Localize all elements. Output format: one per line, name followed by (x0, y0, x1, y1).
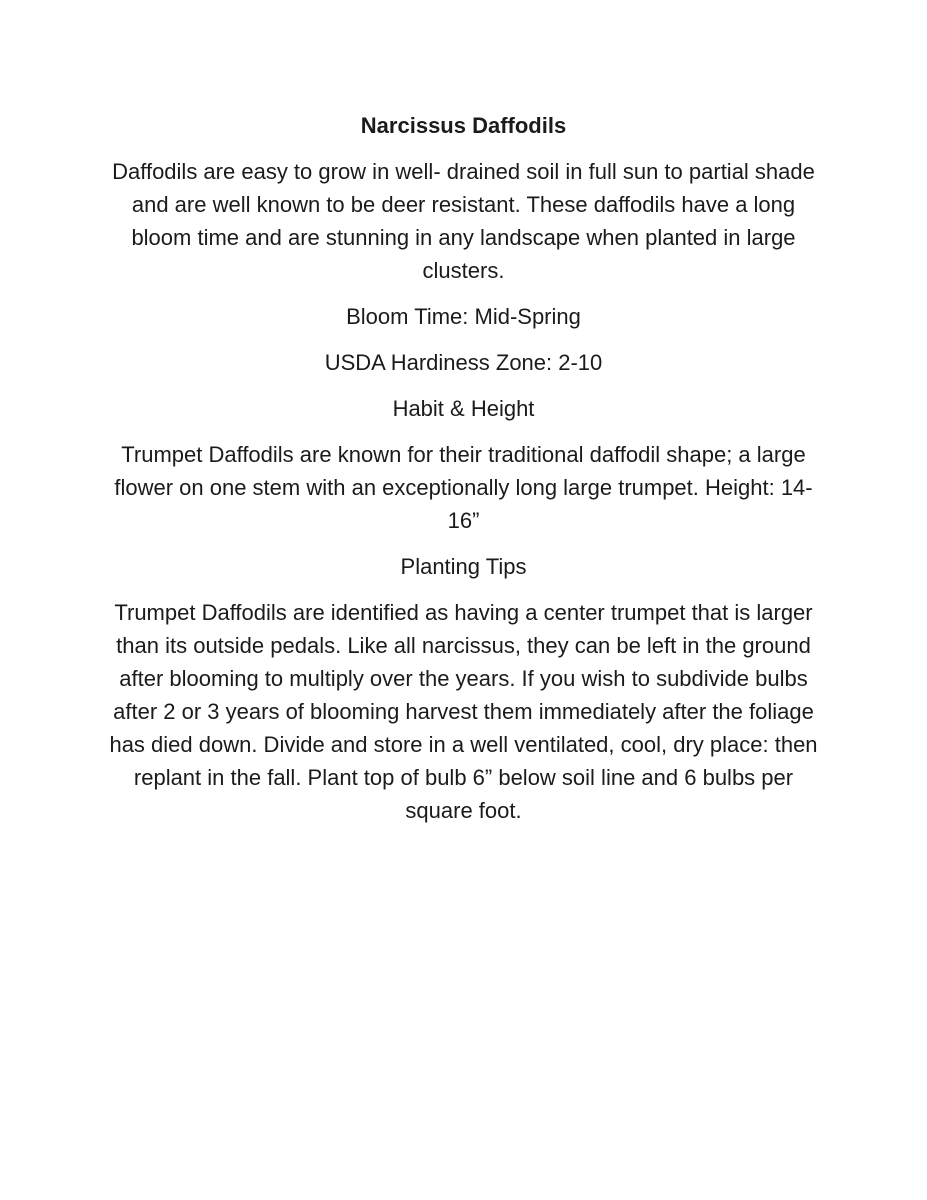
intro-paragraph: Daffodils are easy to grow in well- drained soil in full sun to partial shade and are well known to be deer resistant. These daffodils have a long bloom time and are stunning in any landscape when planted in large clusters. (112, 159, 815, 283)
habit-height-heading: Habit & Height (392, 396, 535, 421)
hardiness-zone-line: USDA Hardiness Zone: 2-10 (324, 350, 603, 375)
document-content (102, 109, 826, 827)
document-title: Narcissus Daffodils (360, 113, 567, 138)
planting-tips-paragraph: Trumpet Daffodils are identified as having a center trumpet that is larger than its outside pedals. Like all narcissus, they can be left in the ground after blooming to multiply over the years. If you wish to subdivide bulbs after 2 or 3 years of blooming harvest them immediately after the foliage has died down. Divide and store in a well ventilated, cool, dry place: then replant in the fall. Plant top of bulb 6” below soil line and 6 bulbs per square foot. (109, 600, 818, 823)
habit-height-paragraph: Trumpet Daffodils are known for their traditional daffodil shape; a large flower on one stem with an exceptionally long large trumpet. Height: 14-16” (114, 442, 813, 533)
bloom-time-line: Bloom Time: Mid-Spring (346, 304, 581, 329)
planting-tips-heading: Planting Tips (400, 554, 527, 579)
